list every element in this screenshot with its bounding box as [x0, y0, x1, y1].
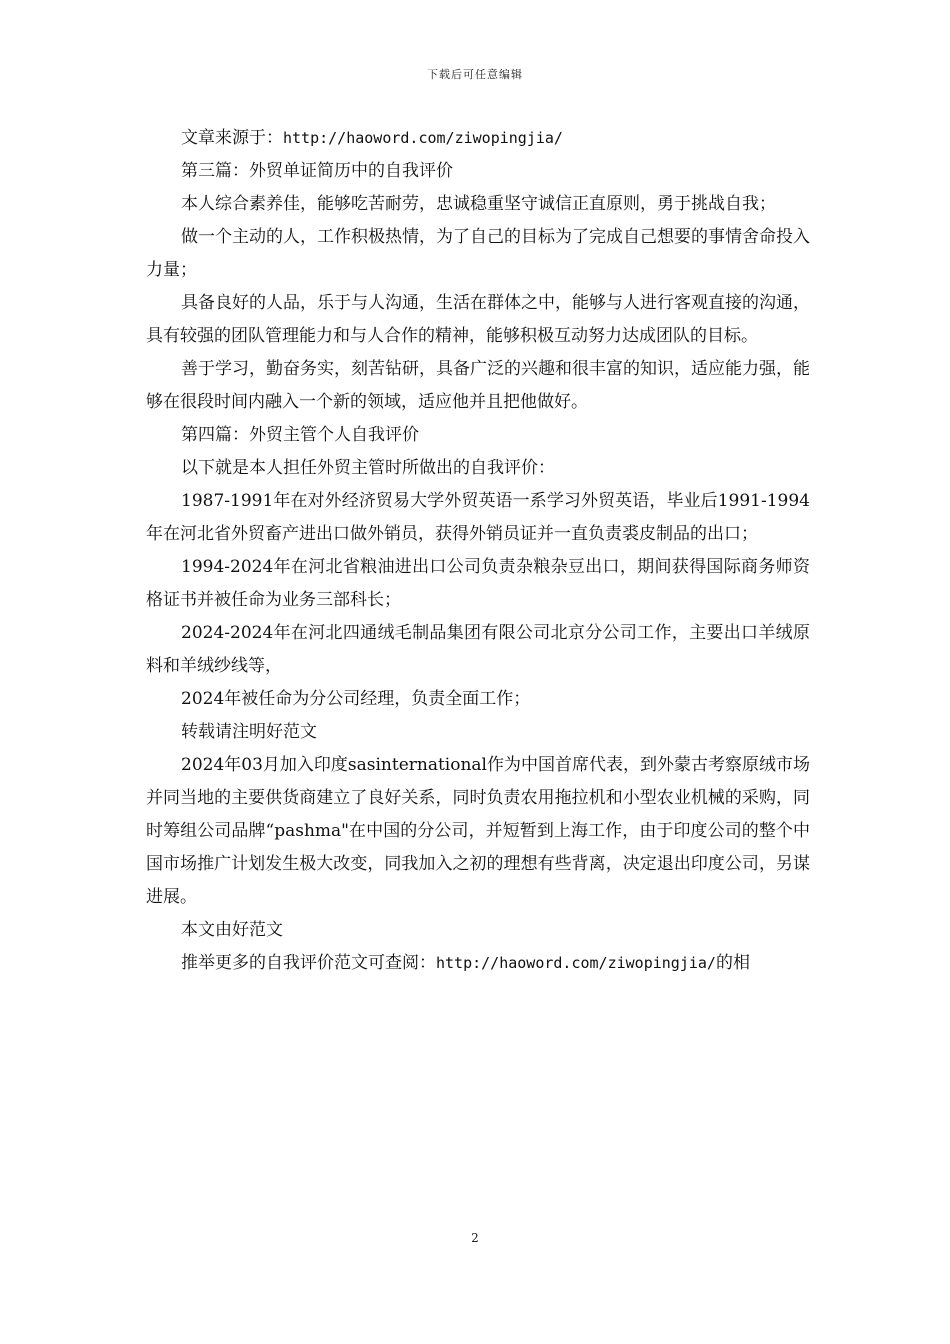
- paragraph: 本人综合素养佳，能够吃苦耐劳，忠诚稳重坚守诚信正直原则，勇于挑战自我；: [181, 194, 776, 214]
- source-url: http://haoword.com/ziwopingjia/: [283, 129, 563, 147]
- paragraph: 2024年被任命为分公司经理，负责全面工作；: [181, 689, 531, 709]
- paragraph: 1994-2024年在河北省粮油进出口公司负责杂粮杂豆出口，期间获得国际商务师资格证书并被任命为业务三部科长；: [146, 557, 810, 610]
- page-number: 2: [471, 1231, 479, 1245]
- section-heading-4: 第四篇：外贸主管个人自我评价: [181, 425, 419, 445]
- paragraph: 善于学习，勤奋务实，刻苦钻研，具备广泛的兴趣和很丰富的知识，适应能力强，能够在很段时间内融入一个新的领域，适应他并且把他做好。: [146, 359, 810, 412]
- paragraph: 本文由好范文: [181, 920, 283, 940]
- section-heading-3: 第三篇：外贸单证简历中的自我评价: [181, 161, 453, 181]
- paragraph: 具备良好的人品，乐于与人沟通，生活在群体之中，能够与人进行客观直接的沟通，具有较强的团队管理能力和与人合作的精神，能够积极互动努力达成团队的目标。: [146, 293, 810, 346]
- paragraph: 以下就是本人担任外贸主管时所做出的自我评价：: [181, 458, 555, 478]
- recommend-line: 推举更多的自我评价范文可查阅：http://haoword.com/ziwopingjia/的相: [181, 953, 750, 973]
- page-header: 下载后可任意编辑: [427, 68, 523, 81]
- source-line: 文章来源于：http://haoword.com/ziwopingjia/: [181, 128, 563, 148]
- paragraph: 转载请注明好范文: [181, 722, 317, 742]
- recommend-url: http://haoword.com/ziwopingjia/: [436, 954, 716, 972]
- paragraph: 2024年03月加入印度sasinternational作为中国首席代表，到外蒙古考察原绒市场并同当地的主要供货商建立了良好关系，同时负责农用拖拉机和小型农业机械的采购，同时筹组公司品牌“pashma"在中国的分公司，并短暂到上海工作，由于印度公司的整个中国市场推广计划发生极大改变，同我加入之初的理想有些背离，决定退出印度公司，另谋进展。: [146, 755, 810, 907]
- paragraph: 1987-1991年在对外经济贸易大学外贸英语一系学习外贸英语，毕业后1991-1994年在河北省外贸畜产进出口做外销员，获得外销员证并一直负责裘皮制品的出口；: [146, 491, 810, 544]
- paragraph: 2024-2024年在河北四通绒毛制品集团有限公司北京分公司工作，主要出口羊绒原料和羊绒纱线等，: [146, 623, 810, 676]
- document-body: [146, 122, 810, 980]
- paragraph: 做一个主动的人，工作积极热情，为了自己的目标为了完成自己想要的事情舍命投入力量；: [146, 227, 810, 280]
